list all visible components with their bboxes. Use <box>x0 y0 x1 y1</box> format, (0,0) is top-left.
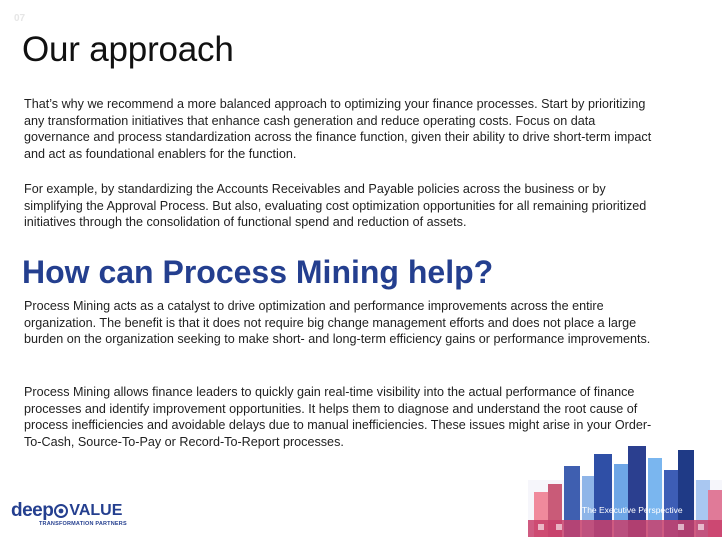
approach-paragraph-2: For example, by standardizing the Accounts Receivables and Payable policies across the business or by simplifying the Approval Process. But also, evaluating cost optimization opportunities for all remaining prioritized initiatives through the consolidation of functional spend and reduction of assets. <box>24 182 647 229</box>
process-mining-paragraph-2: Process Mining allows finance leaders to quickly gain real-time visibility into the actual performance of finance processes and identify improvement opportunities. It helps them to diagnose and understand the root cause of process inefficiencies and avoidable delays due to manual inefficiencies. These issues might arise in your Order-To-Cash, Source-To-Pay or Record-To-Report processes. <box>24 385 652 449</box>
executive-perspective-badge: The Executive Perspective <box>582 505 683 515</box>
logo-text-deep: deep <box>11 500 54 521</box>
deepvalue-logo <box>11 501 131 533</box>
section-title-process-mining: How can Process Mining help? <box>22 254 494 290</box>
logo-tagline: TRANSFORMATION PARTNERS <box>39 521 127 527</box>
logo-text-value: VALUE <box>69 502 123 519</box>
target-icon <box>54 504 68 518</box>
page-number: 07 <box>14 13 26 24</box>
city-skyline-illustration <box>528 440 722 537</box>
section-title-approach: Our approach <box>22 30 234 69</box>
approach-paragraph-1: That’s why we recommend a more balanced approach to optimizing your finance processes. Start by prioritizing any transformation initiatives that enhance cash generation and reduce operating costs. Focus on data governance and process standardization across the finance function, given their ability to drive short-term impact and act as foundational enablers for the function. <box>24 97 652 161</box>
process-mining-paragraph-1: Process Mining acts as a catalyst to drive optimization and performance improvements across the entire organization. The benefit is that it does not require big change management efforts and does not place a large burden on the organization seeking to make short- and long-term efficiency gains or performance improvements. <box>24 299 651 346</box>
